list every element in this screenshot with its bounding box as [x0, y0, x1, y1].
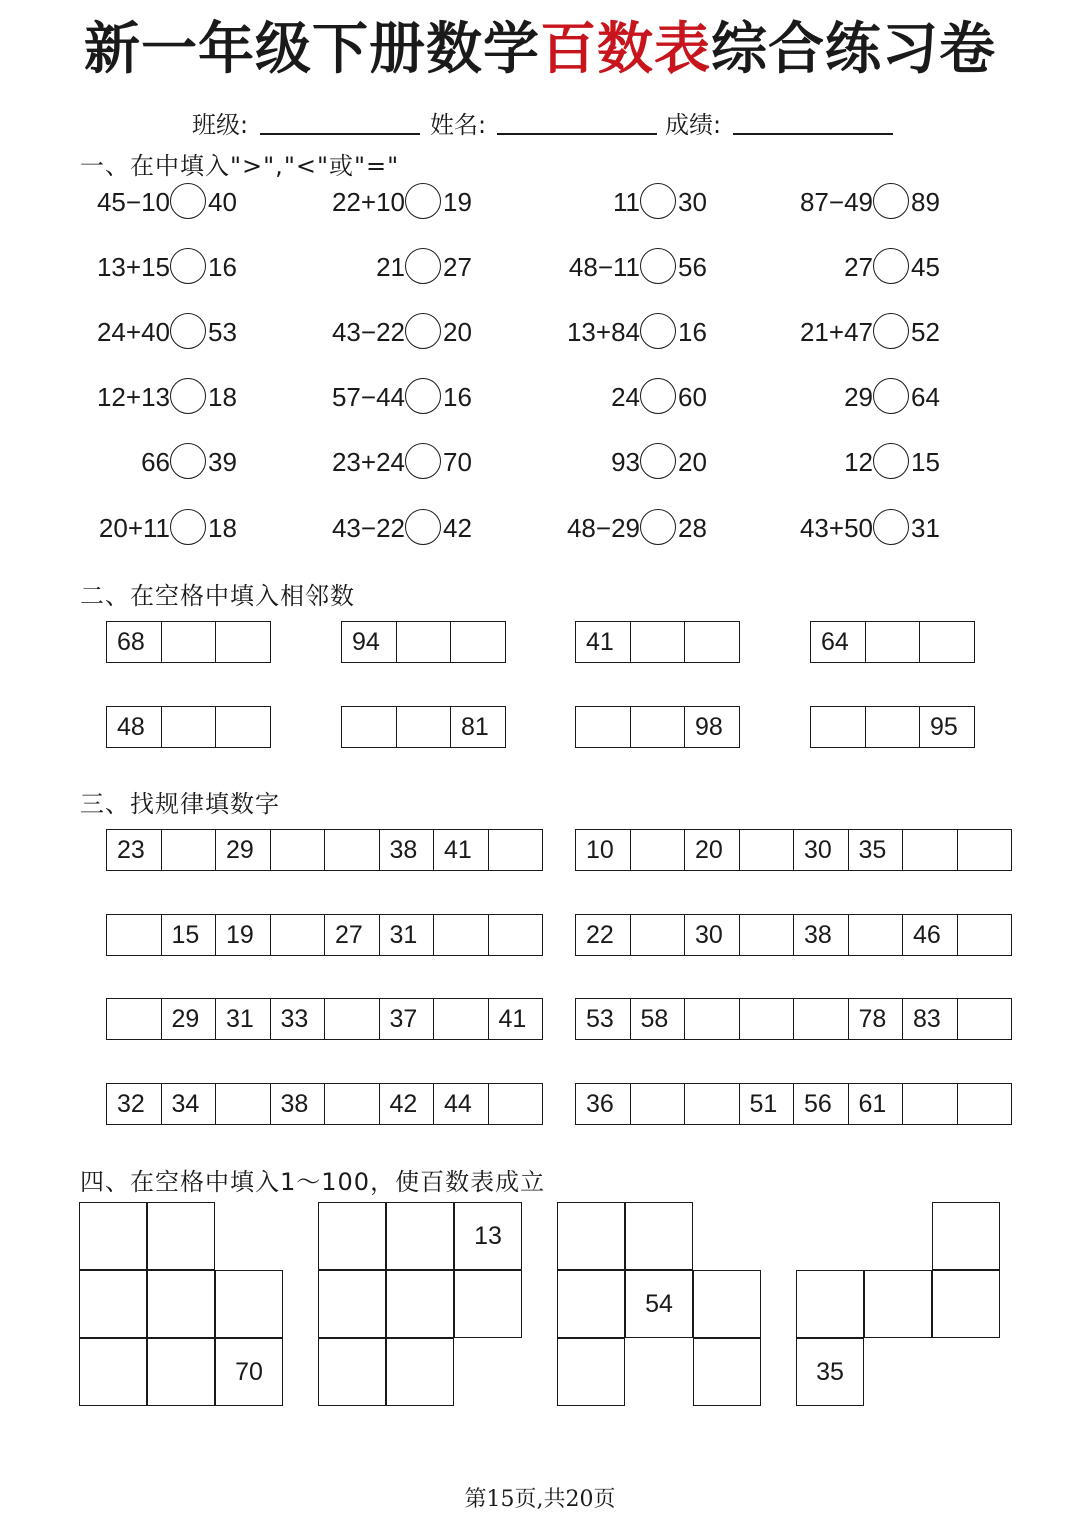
answer-circle[interactable] — [873, 509, 909, 545]
blank-cell[interactable] — [958, 830, 1013, 870]
compare-left: 29 — [844, 382, 873, 412]
blank-cell[interactable] — [685, 622, 740, 662]
compare-item — [844, 248, 940, 288]
pattern-row — [106, 914, 543, 956]
compare-right: 16 — [208, 252, 237, 282]
number-cell: 31 — [380, 915, 435, 955]
number-cell: 41 — [434, 830, 489, 870]
compare-right: 89 — [911, 187, 940, 217]
answer-circle[interactable] — [873, 378, 909, 414]
answer-circle[interactable] — [405, 378, 441, 414]
compare-right: 18 — [208, 382, 237, 412]
pattern-row — [106, 1083, 543, 1125]
blank-cell[interactable] — [866, 622, 921, 662]
blank-cell[interactable] — [454, 1270, 522, 1338]
answer-circle[interactable] — [170, 248, 206, 284]
blank-cell[interactable] — [740, 830, 795, 870]
blank-cell[interactable] — [79, 1270, 147, 1338]
compare-item — [331, 183, 472, 223]
compare-item — [96, 313, 237, 353]
compare-left: 24 — [611, 382, 640, 412]
blank-cell[interactable] — [920, 622, 975, 662]
compare-item — [96, 378, 237, 418]
compare-item — [799, 509, 940, 549]
blank-cell[interactable] — [489, 830, 544, 870]
pattern-row — [106, 998, 543, 1040]
number-cell: 68 — [107, 622, 162, 662]
section4-title: 四、在空格中填入1～100，使百数表成立 — [80, 1168, 546, 1196]
number-cell: 64 — [811, 622, 866, 662]
number-cell: 58 — [631, 999, 686, 1039]
number-cell: 41 — [576, 622, 631, 662]
number-cell: 38 — [271, 1084, 326, 1124]
blank-cell[interactable] — [451, 622, 506, 662]
compare-right: 20 — [678, 447, 707, 477]
page-footer: 第15页,共20页 — [464, 1487, 616, 1512]
compare-right: 64 — [911, 382, 940, 412]
answer-circle[interactable] — [170, 509, 206, 545]
number-cell: 30 — [794, 830, 849, 870]
blank-cell[interactable] — [147, 1338, 215, 1406]
blank-cell[interactable] — [811, 707, 866, 747]
compare-right: 27 — [443, 252, 472, 282]
blank-cell[interactable] — [693, 1338, 761, 1406]
number-cell: 54 — [625, 1270, 693, 1338]
neighbor-row — [810, 621, 975, 663]
number-cell: 61 — [849, 1084, 904, 1124]
blank-cell[interactable] — [489, 1084, 544, 1124]
blank-cell[interactable] — [162, 830, 217, 870]
compare-left: 21+47 — [799, 317, 873, 347]
answer-circle[interactable] — [873, 443, 909, 479]
blank-cell[interactable] — [386, 1270, 454, 1338]
neighbor-row — [341, 706, 506, 748]
blank-cell[interactable] — [325, 830, 380, 870]
blank-cell[interactable] — [325, 1084, 380, 1124]
blank-cell[interactable] — [216, 622, 271, 662]
pattern-row — [106, 829, 543, 871]
score-field[interactable] — [733, 133, 893, 135]
number-cell: 29 — [162, 999, 217, 1039]
number-cell: 13 — [454, 1202, 522, 1270]
compare-item — [611, 443, 707, 483]
compare-item — [96, 248, 237, 288]
blank-cell[interactable] — [794, 999, 849, 1039]
title-highlight: 百数表 — [540, 17, 711, 82]
number-cell: 78 — [849, 999, 904, 1039]
pattern-row — [575, 914, 1012, 956]
blank-cell[interactable] — [693, 1270, 761, 1338]
blank-cell[interactable] — [903, 830, 958, 870]
number-cell: 35 — [849, 830, 904, 870]
blank-cell[interactable] — [162, 707, 217, 747]
number-cell: 98 — [685, 707, 740, 747]
number-cell: 81 — [451, 707, 506, 747]
blank-cell[interactable] — [434, 999, 489, 1039]
compare-right: 19 — [443, 187, 472, 217]
blank-cell[interactable] — [557, 1202, 625, 1270]
compare-item — [98, 509, 237, 549]
compare-item — [331, 509, 472, 549]
compare-left: 12+13 — [96, 382, 170, 412]
compare-item — [844, 443, 940, 483]
blank-cell[interactable] — [557, 1270, 625, 1338]
blank-cell[interactable] — [557, 1338, 625, 1406]
number-cell: 48 — [107, 707, 162, 747]
compare-right: 53 — [208, 317, 237, 347]
answer-circle[interactable] — [640, 183, 676, 219]
number-cell: 29 — [216, 830, 271, 870]
blank-cell[interactable] — [147, 1202, 215, 1270]
answer-circle[interactable] — [640, 443, 676, 479]
blank-cell[interactable] — [740, 999, 795, 1039]
answer-circle[interactable] — [405, 183, 441, 219]
blank-cell[interactable] — [625, 1202, 693, 1270]
number-cell: 23 — [107, 830, 162, 870]
answer-circle[interactable] — [405, 248, 441, 284]
compare-left: 48−29 — [566, 513, 640, 543]
compare-left: 48−11 — [568, 252, 640, 282]
compare-item — [96, 183, 237, 223]
compare-right: 52 — [911, 317, 940, 347]
compare-right: 42 — [443, 513, 472, 543]
number-cell: 32 — [107, 1084, 162, 1124]
score-label: 成绩: — [665, 111, 722, 139]
blank-cell[interactable] — [215, 1270, 283, 1338]
number-cell: 27 — [325, 915, 380, 955]
number-cell: 38 — [380, 830, 435, 870]
number-cell: 20 — [685, 830, 740, 870]
number-cell: 41 — [489, 999, 544, 1039]
neighbor-row — [106, 706, 271, 748]
compare-item — [799, 313, 940, 353]
compare-left: 45−10 — [96, 187, 170, 217]
pattern-row — [575, 1083, 1012, 1125]
blank-cell[interactable] — [386, 1338, 454, 1406]
compare-item — [331, 443, 472, 483]
number-cell: 38 — [794, 915, 849, 955]
blank-cell[interactable] — [216, 707, 271, 747]
compare-left: 93 — [611, 447, 640, 477]
number-cell: 31 — [216, 999, 271, 1039]
blank-cell[interactable] — [147, 1270, 215, 1338]
blank-cell[interactable] — [576, 707, 631, 747]
compare-item — [566, 313, 707, 353]
compare-left: 43+50 — [799, 513, 873, 543]
number-cell: 34 — [162, 1084, 217, 1124]
compare-item — [331, 378, 472, 418]
compare-right: 40 — [208, 187, 237, 217]
compare-item — [566, 509, 707, 549]
number-cell: 44 — [434, 1084, 489, 1124]
blank-cell[interactable] — [318, 1338, 386, 1406]
blank-cell[interactable] — [932, 1202, 1000, 1270]
compare-item — [611, 378, 707, 418]
compare-right: 30 — [678, 187, 707, 217]
blank-cell[interactable] — [849, 915, 904, 955]
number-cell: 46 — [903, 915, 958, 955]
blank-cell[interactable] — [386, 1202, 454, 1270]
blank-cell[interactable] — [958, 1084, 1013, 1124]
compare-right: 28 — [678, 513, 707, 543]
blank-cell[interactable] — [107, 999, 162, 1039]
blank-cell[interactable] — [318, 1270, 386, 1338]
number-cell: 94 — [342, 622, 397, 662]
pattern-row — [575, 829, 1012, 871]
neighbor-row — [575, 706, 740, 748]
number-cell: 33 — [271, 999, 326, 1039]
number-cell: 19 — [216, 915, 271, 955]
answer-circle[interactable] — [640, 378, 676, 414]
answer-circle[interactable] — [640, 509, 676, 545]
number-cell: 10 — [576, 830, 631, 870]
blank-cell[interactable] — [866, 707, 921, 747]
blank-cell[interactable] — [271, 915, 326, 955]
compare-left: 13+84 — [566, 317, 640, 347]
compare-left: 21 — [376, 252, 405, 282]
pattern-row — [575, 998, 1012, 1040]
number-cell: 15 — [162, 915, 217, 955]
name-label: 姓名: — [430, 111, 487, 139]
compare-left: 43−22 — [331, 513, 405, 543]
blank-cell[interactable] — [434, 915, 489, 955]
answer-circle[interactable] — [405, 509, 441, 545]
compare-item — [799, 183, 940, 223]
answer-circle[interactable] — [405, 443, 441, 479]
blank-cell[interactable] — [631, 915, 686, 955]
blank-cell[interactable] — [107, 915, 162, 955]
compare-left: 22+10 — [331, 187, 405, 217]
compare-item — [568, 248, 707, 288]
answer-circle[interactable] — [170, 378, 206, 414]
blank-cell[interactable] — [864, 1270, 932, 1338]
blank-cell[interactable] — [631, 830, 686, 870]
compare-right: 56 — [678, 252, 707, 282]
section2-title: 二、在空格中填入相邻数 — [80, 582, 355, 610]
class-field[interactable] — [260, 133, 420, 135]
section3-title: 三、找规律填数字 — [80, 790, 280, 818]
blank-cell[interactable] — [685, 999, 740, 1039]
answer-circle[interactable] — [405, 313, 441, 349]
page-title: 新一年级下册数学百数表综合练习卷 — [84, 17, 996, 82]
blank-cell[interactable] — [685, 1084, 740, 1124]
blank-cell[interactable] — [79, 1202, 147, 1270]
answer-circle[interactable] — [640, 248, 676, 284]
compare-left: 27 — [844, 252, 873, 282]
neighbor-row — [106, 621, 271, 663]
compare-left: 66 — [141, 447, 170, 477]
class-label: 班级: — [192, 111, 249, 139]
compare-left: 57−44 — [331, 382, 405, 412]
number-cell: 35 — [796, 1338, 864, 1406]
name-field[interactable] — [497, 133, 657, 135]
compare-item — [613, 183, 707, 223]
compare-left: 13+15 — [96, 252, 170, 282]
compare-left: 23+24 — [331, 447, 405, 477]
blank-cell[interactable] — [489, 915, 544, 955]
blank-cell[interactable] — [932, 1270, 1000, 1338]
answer-circle[interactable] — [170, 443, 206, 479]
number-cell: 95 — [920, 707, 975, 747]
section1-title: 一、在中填入">","<"或"=" — [80, 152, 400, 180]
compare-right: 20 — [443, 317, 472, 347]
compare-left: 43−22 — [331, 317, 405, 347]
neighbor-row — [810, 706, 975, 748]
compare-right: 31 — [911, 513, 940, 543]
neighbor-row — [575, 621, 740, 663]
answer-circle[interactable] — [873, 313, 909, 349]
compare-left: 12 — [844, 447, 873, 477]
answer-circle[interactable] — [170, 313, 206, 349]
blank-cell[interactable] — [796, 1270, 864, 1338]
compare-right: 60 — [678, 382, 707, 412]
compare-item — [141, 443, 237, 483]
compare-right: 16 — [443, 382, 472, 412]
compare-right: 39 — [208, 447, 237, 477]
blank-cell[interactable] — [397, 622, 452, 662]
answer-circle[interactable] — [640, 313, 676, 349]
blank-cell[interactable] — [162, 622, 217, 662]
answer-circle[interactable] — [170, 183, 206, 219]
number-cell: 42 — [380, 1084, 435, 1124]
compare-left: 11 — [613, 187, 640, 217]
blank-cell[interactable] — [342, 707, 397, 747]
compare-left: 24+40 — [96, 317, 170, 347]
number-cell: 30 — [685, 915, 740, 955]
answer-circle[interactable] — [873, 248, 909, 284]
blank-cell[interactable] — [216, 1084, 271, 1124]
number-cell: 70 — [215, 1338, 283, 1406]
blank-cell[interactable] — [318, 1202, 386, 1270]
blank-cell[interactable] — [631, 622, 686, 662]
compare-right: 70 — [443, 447, 472, 477]
number-cell: 22 — [576, 915, 631, 955]
compare-right: 45 — [911, 252, 940, 282]
number-cell: 53 — [576, 999, 631, 1039]
number-cell: 37 — [380, 999, 435, 1039]
blank-cell[interactable] — [958, 915, 1013, 955]
blank-cell[interactable] — [397, 707, 452, 747]
blank-cell[interactable] — [958, 999, 1013, 1039]
blank-cell[interactable] — [79, 1338, 147, 1406]
number-cell: 36 — [576, 1084, 631, 1124]
number-cell: 51 — [740, 1084, 795, 1124]
number-cell: 83 — [903, 999, 958, 1039]
number-cell: 56 — [794, 1084, 849, 1124]
compare-item — [844, 378, 940, 418]
compare-right: 16 — [678, 317, 707, 347]
neighbor-row — [341, 621, 506, 663]
compare-item — [376, 248, 472, 288]
compare-right: 15 — [911, 447, 940, 477]
compare-left: 20+11 — [98, 513, 170, 543]
compare-right: 18 — [208, 513, 237, 543]
blank-cell[interactable] — [631, 707, 686, 747]
compare-item — [331, 313, 472, 353]
blank-cell[interactable] — [325, 999, 380, 1039]
blank-cell[interactable] — [740, 915, 795, 955]
compare-left: 87−49 — [799, 187, 873, 217]
blank-cell[interactable] — [903, 1084, 958, 1124]
blank-cell[interactable] — [271, 830, 326, 870]
answer-circle[interactable] — [873, 183, 909, 219]
blank-cell[interactable] — [631, 1084, 686, 1124]
